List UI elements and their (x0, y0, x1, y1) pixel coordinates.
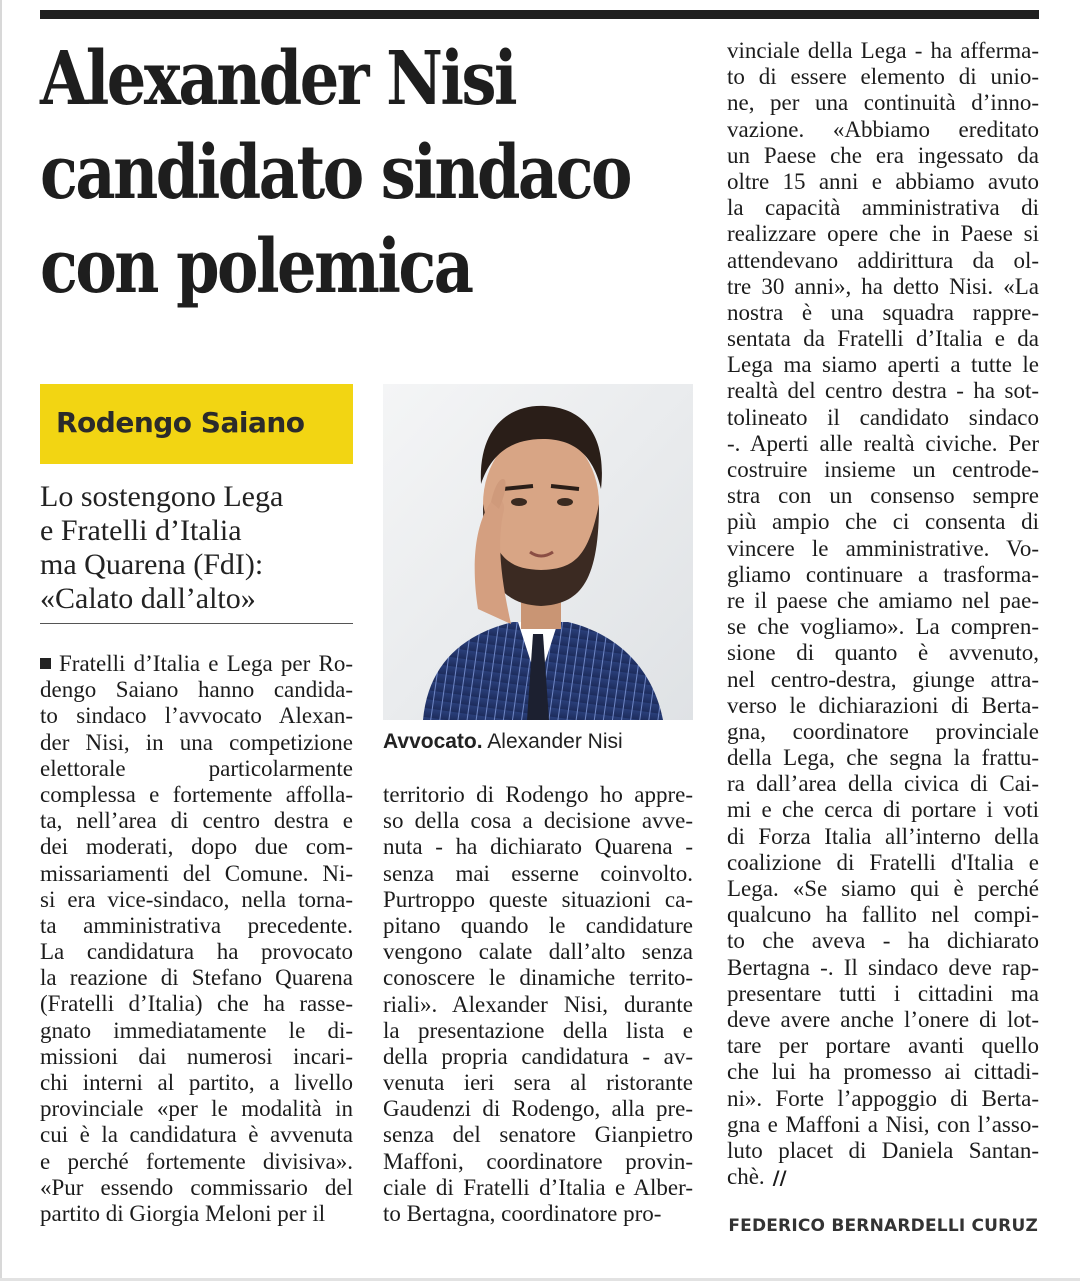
text-line: Bertagna -. Il sindaco deve rap- (727, 954, 1039, 980)
text-line: coalizione di Fratelli d'Italia e (727, 849, 1039, 875)
text-line: dei moderati, dopo due com- (40, 834, 353, 860)
text-line: la reazione di Stefano Quarena (40, 965, 353, 991)
headline-line: Alexander Nisi (40, 36, 516, 122)
subhead-line: «Calato dall’alto» (40, 582, 256, 615)
bullet-square-icon (40, 658, 51, 669)
headline (40, 32, 630, 314)
text-line: attendevano addirittura da ol- (727, 247, 1039, 273)
text-line: senza del senatore Gianpietro (383, 1122, 693, 1148)
text-line: Lega. «Se siamo qui è perché (727, 876, 1039, 901)
text-line: presentare tutti i cittadini ma (727, 980, 1039, 1006)
text-line: Gaudenzi di Rodengo, alla pre- (383, 1096, 693, 1122)
byline: FEDERICO BERNARDELLI CURUZ (728, 1216, 1038, 1236)
page-edge-left (0, 0, 2, 1281)
text-line: missioni dai numerosi incari- (40, 1043, 353, 1069)
text-line: elettorale particolarmente (40, 755, 353, 781)
text-line: tare per portare avanti quello (727, 1033, 1039, 1059)
text-line: ciale di Fratelli d’Italia e Alber- (383, 1174, 693, 1200)
text-line: senza mai esserne coinvolto. (383, 860, 693, 886)
text-line: so della cosa a decisione avve- (383, 808, 693, 834)
text-line: tolineato il candidato sindaco (727, 404, 1039, 430)
text-line: realizzare opere che in Paese si (727, 221, 1039, 247)
text-line: più ampio che ci consenta di (727, 509, 1039, 535)
text-line: ni». Forte l’appoggio di Berta- (727, 1085, 1039, 1111)
text-line: La candidatura ha provocato (40, 939, 353, 965)
text-line: to sindaco l’avvocato Alexan- (40, 703, 353, 729)
photo-caption (383, 730, 623, 754)
end-mark: // (772, 1167, 787, 1190)
text-line: luto placet di Daniela Santan- (727, 1137, 1039, 1163)
text-line: mi e che cerca di portare i voti (727, 797, 1039, 823)
text-line: pitano quando le candidature (383, 912, 693, 938)
text-line: chi interni al partito, a livello (40, 1070, 353, 1095)
text-line (727, 1164, 1039, 1190)
text-line: nel centro-destra, giunge attra- (727, 666, 1039, 692)
text-line: (Fratelli d’Italia) che ha rasse- (40, 991, 353, 1017)
text-line: Purtroppo queste situazioni ca- (383, 886, 693, 912)
text-line: partito di Giorgia Meloni per il (40, 1200, 326, 1226)
text-fragment: chè. (727, 1164, 765, 1190)
text-line: complessa e fortemente affolla- (40, 781, 353, 807)
text-line: deve avere anche l’onere di lot- (727, 1006, 1039, 1032)
text-line: der Nisi, in una competizione (40, 729, 353, 755)
text-line: re il paese che amiamo nel pae- (727, 587, 1039, 613)
text-line: che lui ha promesso ai cittadi- (727, 1059, 1039, 1085)
text-line: territorio di Rodengo ho appre- (383, 782, 693, 807)
text-line: tre 30 anni», ha detto Nisi. «La (727, 273, 1039, 299)
body-column-3 (727, 38, 1039, 1190)
text-line: missariamenti del Comune. Ni- (40, 860, 353, 886)
subhead-line: Lo sostengono Lega (40, 480, 284, 513)
text-line: di Forza Italia all’interno della (727, 823, 1039, 849)
text-line: venuta ieri sera al ristorante (383, 1070, 693, 1096)
text-line: dengo Saiano hanno candida- (40, 677, 353, 703)
subhead-divider (40, 623, 353, 624)
text-line: sione di quanto è avvenuto, (727, 640, 1039, 666)
kicker-label: Rodengo Saiano (56, 406, 305, 439)
portrait-illustration (383, 384, 693, 720)
text-line: Lega ma siamo aperti a tutte le (727, 352, 1039, 378)
text-line: to Bertagna, coordinatore pro- (383, 1201, 662, 1226)
caption-text: Alexander Nisi (487, 730, 623, 753)
location-kicker (40, 384, 353, 464)
text-line: oltre 15 anni e abbiamo avuto (727, 168, 1039, 194)
text-line: ta amministrativa precedente. (40, 912, 353, 938)
headline-line: con polemica (40, 224, 472, 310)
text-line: gnato immediatamente le di- (40, 1017, 353, 1043)
text-line (40, 651, 353, 677)
text-line: gliamo continuare a trasforma- (727, 561, 1039, 587)
text-line: della propria candidatura - av- (383, 1043, 693, 1069)
body-column-1 (40, 651, 353, 1227)
text-line: si era vice-sindaco, nella torna- (40, 886, 353, 912)
text-line: vincere le amministrative. Vo- (727, 535, 1039, 561)
text-line: cui è la candidatura è avvenuta (40, 1122, 353, 1148)
text-line: della Lega, che segna la frattu- (727, 745, 1039, 771)
text-line: un Paese che era ingessato da (727, 142, 1039, 168)
text-line: vinciale della Lega - ha afferma- (727, 38, 1039, 63)
subhead-line: e Fratelli d’Italia (40, 514, 242, 547)
text-line: vazione. «Abbiamo ereditato (727, 116, 1039, 142)
text-line: la capacità amministrativa di (727, 195, 1039, 221)
text-line: ne, per una continuità d’inno- (727, 90, 1039, 116)
text-line: to di essere elemento di unio- (727, 64, 1039, 90)
text-line: conoscere le dinamiche territo- (383, 965, 693, 991)
headline-line: candidato sindaco (40, 130, 630, 216)
text-line: ta, nell’area di centro destra e (40, 808, 353, 834)
text-line: nuta - ha dichiarato Quarena - (383, 834, 693, 860)
text-line: «Pur essendo commissario del (40, 1174, 353, 1200)
text-line: realtà del centro destra - ha sot- (727, 378, 1039, 404)
text-line: ra dall’area della civica di Cai- (727, 771, 1039, 797)
portrait-photo (383, 384, 693, 720)
text-line: stra con un consenso sempre (727, 483, 1039, 509)
text-line: qualcuno ha fallito nel compi- (727, 902, 1039, 928)
text-line: se che vogliamo». La compren- (727, 614, 1039, 640)
text-line: la presentazione della lista e (383, 1017, 693, 1043)
text-line: vengono calate dall’alto senza (383, 939, 693, 965)
top-rule (40, 10, 1039, 19)
text-line: provinciale «per le modalità in (40, 1096, 353, 1122)
text-line: verso le dichiarazioni di Berta- (727, 692, 1039, 718)
subheadline (40, 480, 360, 616)
text-line: Maffoni, coordinatore provin- (383, 1148, 693, 1174)
text-line: sentata da Fratelli d’Italia e da (727, 326, 1039, 352)
text-line: gna e Maffoni a Nisi, con l’asso- (727, 1111, 1039, 1137)
text-line: e perché fortemente divisiva». (40, 1148, 353, 1174)
caption-label: Avvocato. (383, 730, 483, 753)
subhead-line: ma Quarena (FdI): (40, 548, 264, 581)
text-line: gna, coordinatore provinciale (727, 718, 1039, 744)
text-line: -. Aperti alle realtà civiche. Per (727, 430, 1039, 456)
text-line: nostra è una squadra rappre- (727, 299, 1039, 325)
body-column-2 (383, 782, 693, 1227)
text-line: to che aveva - ha dichiarato (727, 928, 1039, 954)
text-line: riali». Alexander Nisi, durante (383, 991, 693, 1017)
text-fragment: Fratelli d’Italia e Lega per Ro- (59, 651, 353, 676)
text-line: costruire insieme un centrode- (727, 457, 1039, 482)
